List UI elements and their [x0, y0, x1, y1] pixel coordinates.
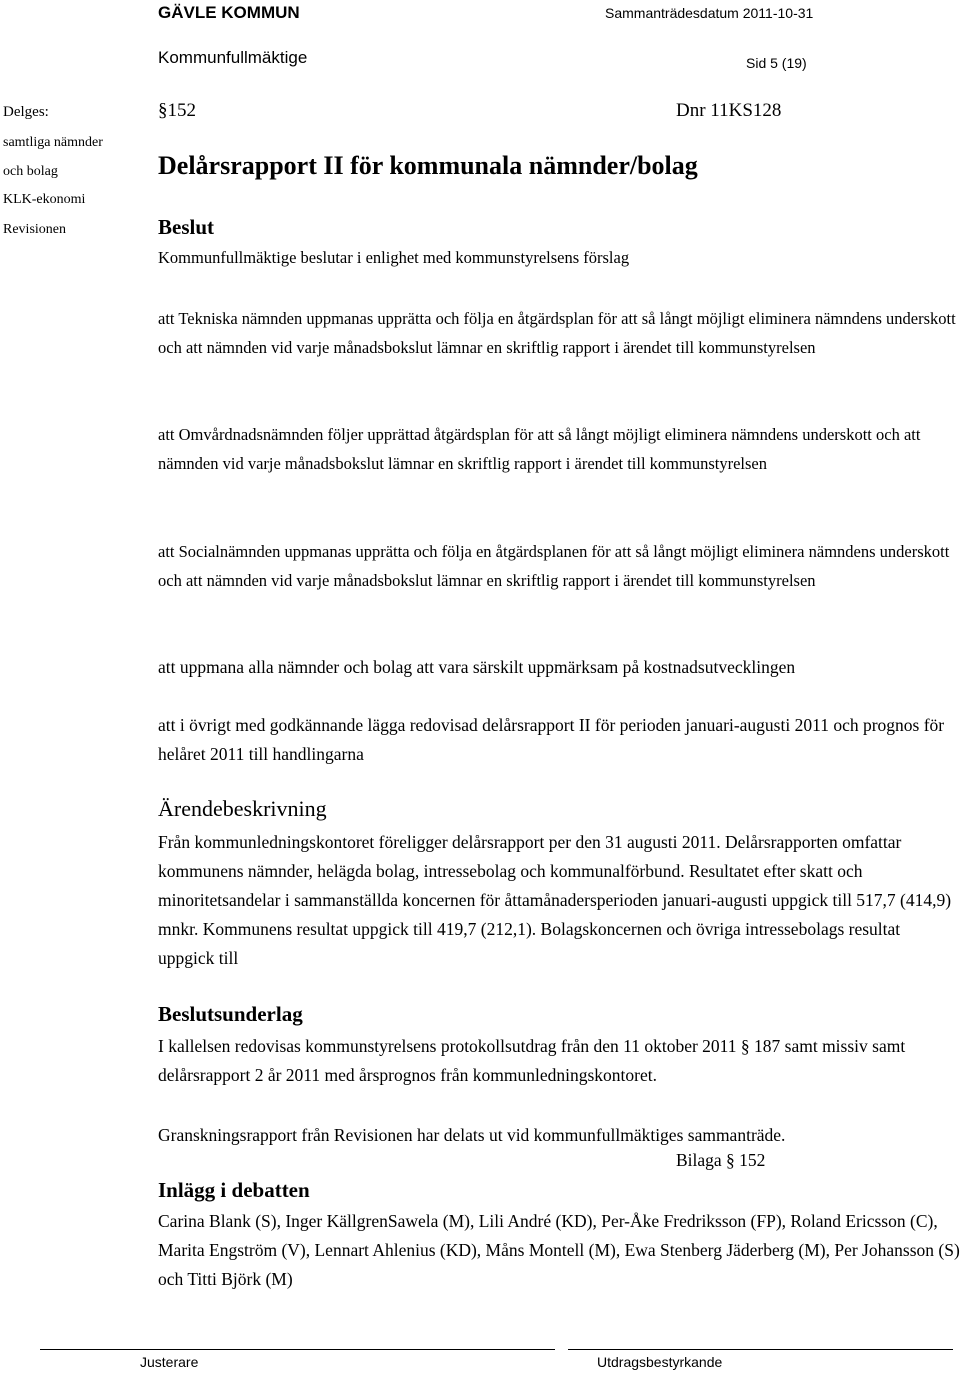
decision-clause: att i övrigt med godkännande lägga redovisad delårsrapport II för perioden januari-augusti 2011 och prognos för helåret 2011 till handlingarna	[158, 715, 945, 764]
meeting-date: Sammanträdesdatum 2011-10-31	[605, 5, 814, 21]
signature-line	[40, 1349, 555, 1350]
footer-adjuster-label: Justerare	[140, 1354, 199, 1370]
distribution-label: Delges:	[3, 104, 49, 120]
attachment-reference: Bilaga § 152	[676, 1150, 766, 1170]
footer-certification-label: Utdragsbestyrkande	[597, 1354, 723, 1370]
distribution-recipient: KLK-ekonomi	[3, 192, 86, 207]
case-number-value: 152	[167, 100, 196, 121]
body-name: Kommunfullmäktige	[158, 48, 308, 67]
debate-heading: Inlägg i debatten	[158, 1178, 310, 1202]
decision-clause: att Omvårdnadsnämnden följer upprättad åtgärdsplan för att så långt möjligt eliminera nämndens underskott och att nämnden vid varje månadsbokslut lämnar en skriftlig rapport i ärendet till kommunstyrelsen	[158, 425, 921, 473]
distribution-recipient: samtliga nämnder	[3, 135, 103, 150]
decision-intro: Kommunfullmäktige beslutar i enlighet med kommunstyrelsens förslag	[158, 248, 630, 267]
decision-clause: att Socialnämnden uppmanas upprätta och följa en åtgärdsplanen för att så långt möjligt eliminera nämndens underskott och att nämnden vid varje månadsbokslut lämnar en skriftlig rapport i ärendet till kommunstyrelsen	[158, 542, 950, 590]
decision-basis-heading: Beslutsunderlag	[158, 1002, 303, 1026]
distribution-recipient: Revisionen	[3, 222, 66, 237]
decision-clause: att Tekniska nämnden uppmanas upprätta och följa en åtgärdsplan för att så långt möjligt eliminera nämndens underskott och att nämnden vid varje månadsbokslut lämnar en skriftlig rapport i ärendet till kommunstyrelsen	[158, 309, 956, 357]
case-description-text: Från kommunledningskontoret föreligger delårsrapport per den 31 augusti 2011. Delårsrapporten omfattar kommunens nämnder, helägda bolag, intressebolag och kommunalförbund. Resultatet efter skatt och minoritetsandelar i sammanställda koncernen för åttamånadersperioden januari-augusti uppgick till 517,7 (414,9) mnkr. Kommunens resultat uppgick till 419,7 (212,1). Bolagskoncernen och övriga intressebolags resultat uppgick till	[158, 832, 952, 968]
decision-heading: Beslut	[158, 215, 215, 239]
case-number	[158, 100, 196, 122]
audit-report-text: Granskningsrapport från Revisionen har delats ut vid kommunfullmäktiges sammanträde.	[158, 1125, 786, 1145]
signature-line	[568, 1349, 953, 1350]
distribution-recipient: och bolag	[3, 164, 58, 179]
decision-clause: att uppmana alla nämnder och bolag att vara särskilt uppmärksam på kostnadsutvecklingen	[158, 657, 796, 677]
diary-number: Dnr 11KS128	[676, 100, 782, 121]
organization-name: GÄVLE KOMMUN	[158, 3, 300, 22]
case-description-heading: Ärendebeskrivning	[158, 796, 327, 821]
decision-basis-text: I kallelsen redovisas kommunstyrelsens protokollsutdrag från den 11 oktober 2011 § 187 samt missiv samt delårsrapport 2 år 2011 med årsprognos från kommunledningskontoret.	[158, 1036, 906, 1085]
page-number: Sid 5 (19)	[746, 55, 807, 71]
section-sign: §	[158, 100, 168, 121]
document-title: Delårsrapport II för kommunala nämnder/bolag	[158, 151, 698, 180]
debate-speakers: Carina Blank (S), Inger KällgrenSawela (M), Lili André (KD), Per-Åke Fredriksson (FP), Roland Ericsson (C), Marita Engström (V), Lennart Ahlenius (KD), Måns Montell (M), Ewa Stenberg Jäderberg (M), Per Johansson (S) och Titti Björk (M)	[158, 1211, 960, 1289]
